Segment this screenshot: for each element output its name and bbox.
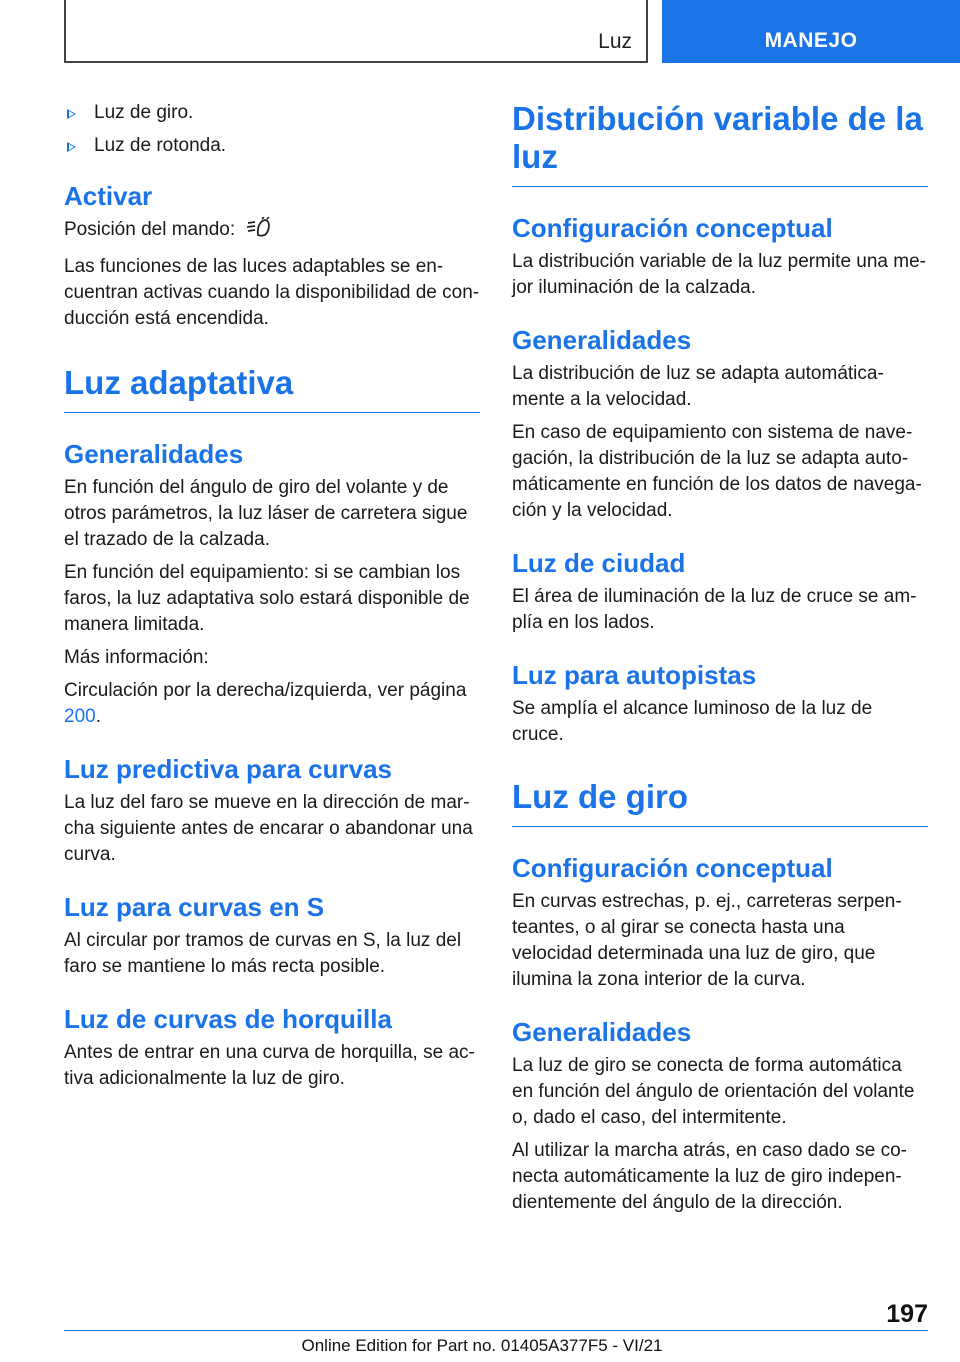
bullet-item: Luz de giro. bbox=[64, 100, 480, 126]
paragraph: En curvas estrechas, p. ej., carreteras serpenteantes, o al girar se conecta hasta una velocidad determinada una luz de giro, que ilumina la zona interior de la curva. bbox=[512, 891, 902, 990]
bullet-list bbox=[64, 100, 480, 159]
header-chapter-tab[interactable] bbox=[662, 0, 960, 63]
curvas-s-heading: Luz para curvas en S bbox=[64, 892, 325, 922]
paragraph: La distribución variable de la luz permite una mejor iluminación de la calzada. bbox=[512, 251, 926, 298]
footer-edition: Online Edition for Part no. 01405A377F5 - VI/21 bbox=[301, 1336, 663, 1355]
luz-de-giro-title: Luz de giro bbox=[512, 778, 928, 827]
bullet-triangle-icon bbox=[67, 142, 76, 152]
luz-adaptativa-title: Luz adaptativa bbox=[64, 364, 480, 413]
paragraph: En función del ángulo de giro del volante y de otros parámetros, la luz láser de carretera sigue el trazado de la calzada. bbox=[64, 477, 468, 550]
distribucion-title: Distribución variable de la luz bbox=[512, 100, 928, 187]
activar-text: Las funciones de las luces adaptables se encuentran activas cuando la disponibilidad de conducción está encendida. bbox=[64, 256, 480, 329]
generalidades-heading: Generalidades bbox=[512, 325, 692, 355]
configuracion-heading: Configuración conceptual bbox=[512, 853, 833, 883]
page-number: 197 bbox=[886, 1300, 928, 1328]
paragraph: En función del equipamiento: si se cambian los faros, la luz adaptativa solo estará disponible de manera limitada. bbox=[64, 562, 470, 635]
paragraph: La luz de giro se conecta de forma automática en función del ángulo de orientación del volante o, dado el caso, del intermitente. bbox=[512, 1055, 915, 1128]
footer-divider bbox=[64, 1330, 928, 1331]
paragraph: El área de iluminación de la luz de cruce se amplía en los lados. bbox=[512, 586, 917, 633]
left-column bbox=[64, 100, 480, 1099]
configuracion-heading: Configuración conceptual bbox=[512, 213, 833, 243]
paragraph: Más información: bbox=[64, 647, 209, 668]
bullet-triangle-icon bbox=[67, 109, 76, 119]
autopistas-heading: Luz para autopistas bbox=[512, 660, 757, 690]
generalidades-heading: Generalidades bbox=[64, 439, 244, 469]
adaptive-light-icon bbox=[246, 217, 272, 247]
header-chapter-label: MANEJO bbox=[764, 29, 858, 52]
paragraph: Antes de entrar en una curva de horquilla, se activa adicionalmente la luz de giro. bbox=[64, 1042, 475, 1089]
page-link[interactable]: 200 bbox=[64, 706, 96, 727]
activar-heading: Activar bbox=[64, 181, 153, 211]
bullet-item: Luz de rotonda. bbox=[64, 133, 480, 159]
generalidades-heading: Generalidades bbox=[512, 1017, 692, 1047]
ciudad-heading: Luz de ciudad bbox=[512, 548, 686, 578]
header-section-box bbox=[64, 0, 648, 63]
right-column bbox=[512, 100, 928, 1223]
page-reference: Circulación por la derecha/izquierda, ver página 200. bbox=[64, 680, 467, 727]
mando-position-text: Posición del mando: bbox=[64, 217, 480, 247]
paragraph: Al utilizar la marcha atrás, en caso dado se conecta automáticamente la luz de giro independientemente del ángulo de la dirección. bbox=[512, 1140, 907, 1213]
paragraph: La distribución de luz se adapta automáticamente a la velocidad. bbox=[512, 363, 884, 410]
predictiva-heading: Luz predictiva para curvas bbox=[64, 754, 393, 784]
paragraph: En caso de equipamiento con sistema de navegación, la distribución de la luz se adapta automáticamente en función de los datos de navegación y la velocidad. bbox=[512, 422, 922, 521]
header-section-title: Luz bbox=[598, 30, 632, 53]
horquilla-heading: Luz de curvas de horquilla bbox=[64, 1004, 392, 1034]
paragraph: Al circular por tramos de curvas en S, la luz del faro se mantiene lo más recta posible. bbox=[64, 930, 462, 977]
paragraph: La luz del faro se mueve en la dirección de marcha siguiente antes de encarar o abandonar una curva. bbox=[64, 792, 473, 865]
paragraph: Se amplía el alcance luminoso de la luz de cruce. bbox=[512, 698, 873, 745]
